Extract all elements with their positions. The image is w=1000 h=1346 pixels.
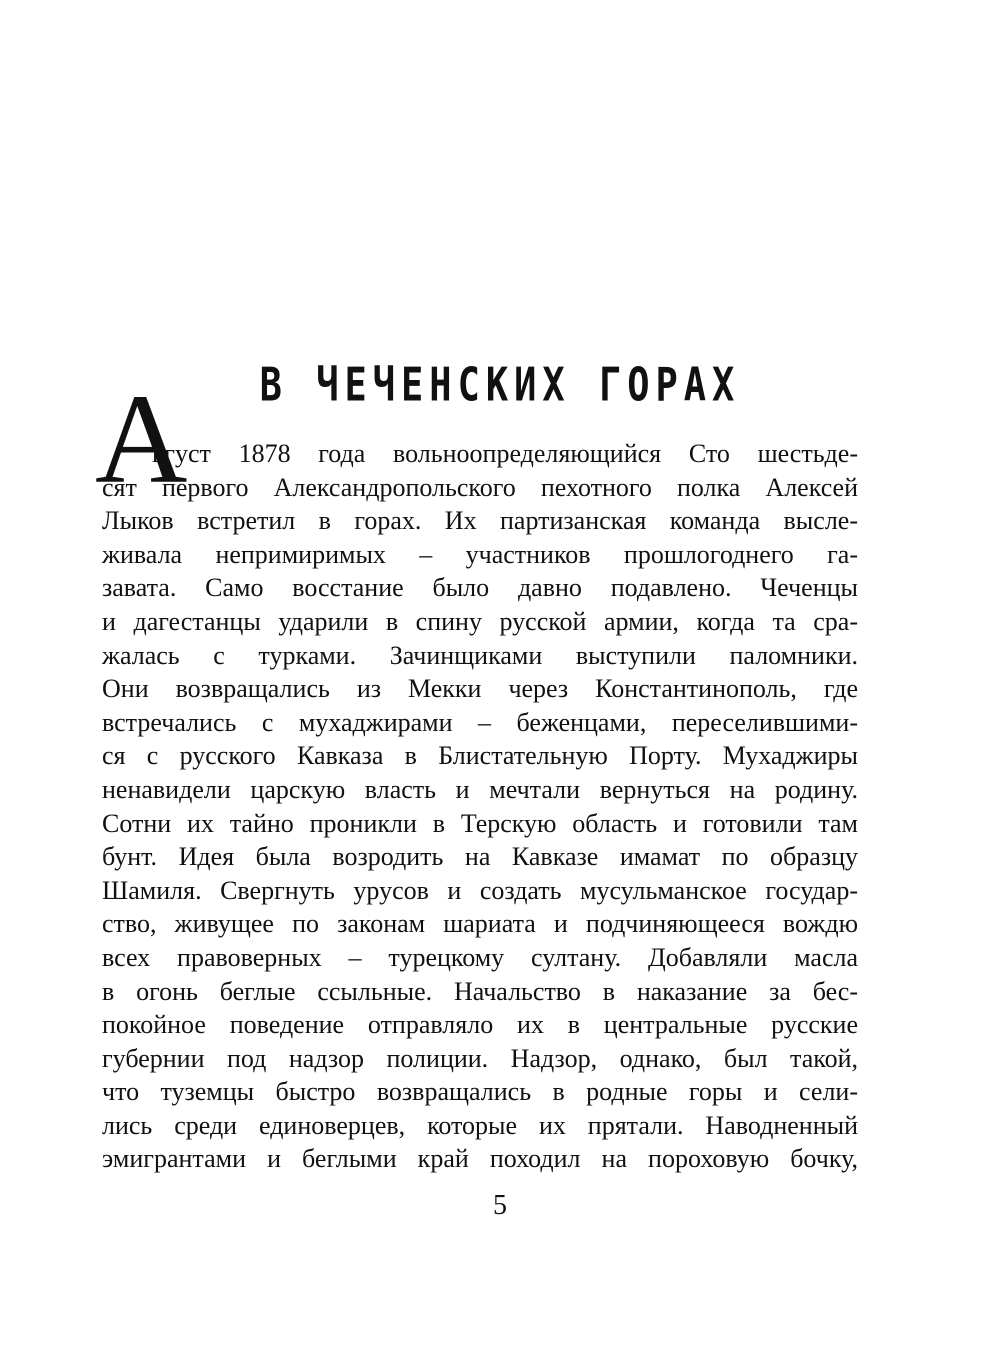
text-line: ство, живущее по законам шариата и подчиняющееся вождю [102, 909, 858, 939]
chapter-title: В ЧЕЧЕНСКИХ ГОРАХ [259, 357, 741, 412]
text-line: что туземцы быстро возвращались в родные горы и сели- [102, 1077, 858, 1107]
text-line: Сотни их тайно проникли в Терскую область и готовили там [102, 808, 858, 838]
text-line: встречались с мухаджирами – беженцами, переселившими- [102, 707, 858, 737]
text-line: Лыков встретил в горах. Их партизанская команда высле- [102, 506, 858, 536]
body-text [102, 437, 858, 1176]
text-line: покойное поведение отправляло их в центральные русские [102, 1010, 858, 1040]
page-number: 5 [493, 1190, 507, 1221]
text-line: эмигрантами и беглыми край походил на пороховую бочку, [102, 1144, 858, 1174]
text-line: живала непримиримых – участников прошлогоднего га- [102, 539, 858, 569]
text-line: Они возвращались из Мекки через Константинополь, где [102, 674, 858, 704]
text-line: сят первого Александропольского пехотного полка Алексей [102, 472, 858, 502]
text-line: бунт. Идея была возродить на Кавказе имамат по образцу [102, 842, 858, 872]
drop-cap: А [95, 368, 188, 510]
text-line: жалась с турками. Зачинщиками выступили паломники. [102, 640, 858, 670]
text-line: в огонь беглые ссыльные. Начальство в наказание за бес- [102, 976, 858, 1006]
text-line: завата. Само восстание было давно подавлено. Чеченцы [102, 573, 858, 603]
text-line: ненавидели царскую власть и мечтали вернуться на родину. [102, 774, 858, 804]
text-line: и дагестанцы ударили в спину русской армии, когда та сра- [102, 606, 858, 636]
text-line: ся с русского Кавказа в Блистательную Порту. Мухаджиры [102, 741, 858, 771]
text-line: всех правоверных – турецкому султану. Добавляли масла [102, 942, 858, 972]
text-line: губернии под надзор полиции. Надзор, однако, был такой, [102, 1043, 858, 1073]
text-line: лись среди единоверцев, которые их прятали. Наводненный [102, 1110, 858, 1140]
text-line: Шамиля. Свергнуть урусов и создать мусульманское государ- [102, 875, 858, 905]
text-line: вгуст 1878 года вольноопределяющийся Сто шестьде- [152, 439, 858, 468]
